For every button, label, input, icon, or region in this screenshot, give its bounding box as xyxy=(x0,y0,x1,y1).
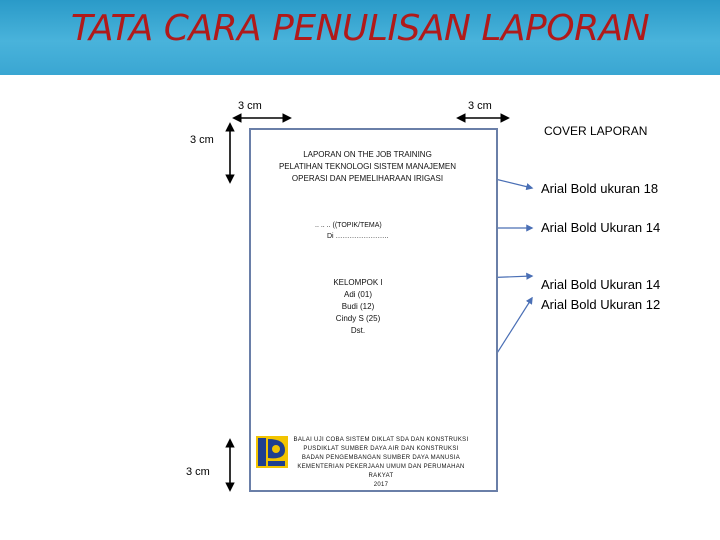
cover-topic xyxy=(305,220,425,242)
cover-title-line: LAPORAN ON THE JOB TRAINING xyxy=(303,150,432,159)
cover-group-line: Dst. xyxy=(350,326,366,335)
pupr-logo xyxy=(256,436,288,468)
margin-label-left-top: 3 cm xyxy=(190,134,214,146)
cover-group-line: Budi (12) xyxy=(341,302,375,311)
cover-title-line: OPERASI DAN PEMELIHARAAN IRIGASI xyxy=(291,174,444,183)
margin-label-top-left: 3 cm xyxy=(238,100,262,112)
font-label-institution: Arial Bold Ukuran 12 xyxy=(541,297,661,312)
slide-title: TATA CARA PENULISAN LAPORAN xyxy=(70,8,650,49)
cover-topic-line: .. .. .. ((TOPIK/TEMA) xyxy=(315,222,382,229)
cover-institution xyxy=(286,436,476,490)
cover-group-line: Cindy S (25) xyxy=(335,314,381,323)
cover-institution-line: KEMENTERIAN PEKERJAAN UMUM DAN PERUMAHAN xyxy=(297,464,465,470)
font-label-group: Arial Bold Ukuran 14 xyxy=(541,277,661,292)
font-label-title: Arial Bold ukuran 18 xyxy=(541,181,659,196)
cover-institution-line: BALAI UJI COBA SISTEM DIKLAT SDA DAN KONSTRUKSI xyxy=(293,437,469,443)
cover-group xyxy=(318,277,398,337)
cover-title-line: PELATIHAN TEKNOLOGI SISTEM MANAJEMEN xyxy=(278,162,457,171)
margin-label-left-bottom: 3 cm xyxy=(186,466,210,478)
cover-heading-label: COVER LAPORAN xyxy=(544,124,648,138)
cover-group-line: Adi (01) xyxy=(343,290,372,299)
cover-institution-line: RAKYAT xyxy=(368,473,394,479)
margin-label-top-right: 3 cm xyxy=(468,100,492,112)
cover-institution-line: 2017 xyxy=(373,482,389,488)
cover-topic-line: Di ………………….. xyxy=(327,233,389,240)
cover-institution-line: BADAN PENGEMBANGAN SUMBER DAYA MANUSIA xyxy=(301,455,461,461)
cover-title xyxy=(255,149,480,185)
cover-institution-line: PUSDIKLAT SUMBER DAYA AIR DAN KONSTRUKSI xyxy=(303,446,459,452)
font-label-topic: Arial Bold Ukuran 14 xyxy=(541,220,661,235)
cover-group-line: KELOMPOK I xyxy=(333,278,383,287)
